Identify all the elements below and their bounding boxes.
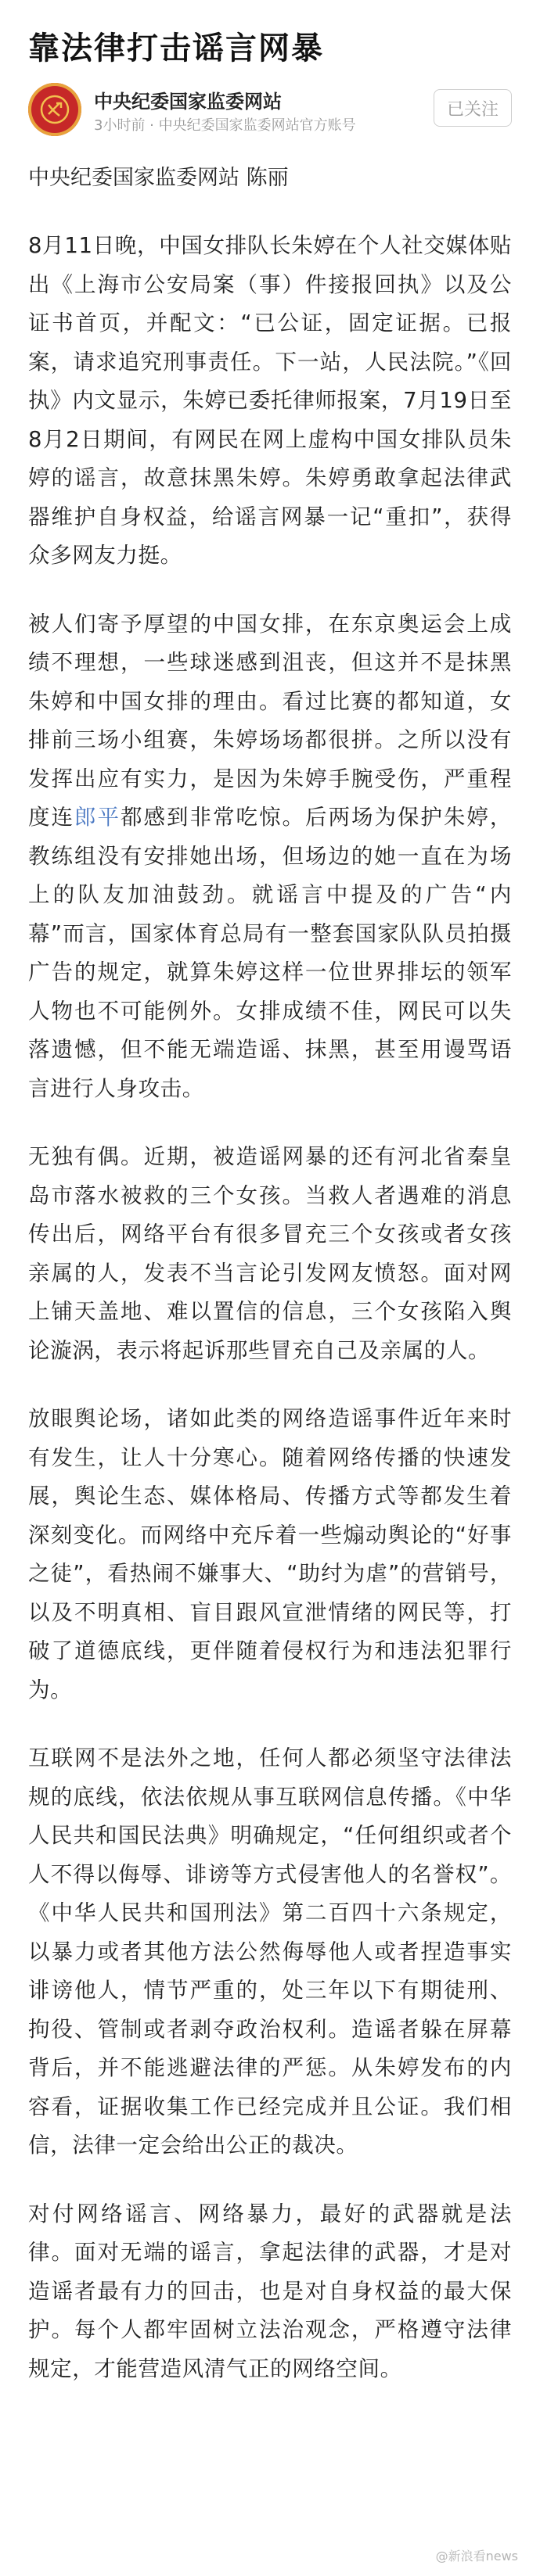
article-body: [28, 160, 512, 2418]
paragraph-2: [28, 605, 512, 1109]
paragraph-4: 放眼舆论场，诸如此类的网络造谣事件近年来时有发生，让人十分寒心。随着网络传播的快速发展，舆论生态、媒体格局、传播方式等都发生着深刻变化。而网络中充斥着一些煽动舆论的“好事之徒”，看热闹不嫌事大、“助纣为虐”的营销号，以及不明真相、盲目跟风宣泄情绪的网民等，打破了道德底线，更伴随着侵权行为和违法犯罪行为。: [28, 1406, 512, 1702]
follow-button[interactable]: 已关注: [434, 89, 512, 127]
paragraph-6: 对付网络谣言、网络暴力，最好的武器就是法律。面对无端的谣言，拿起法律的武器，才是对造谣者最有力的回击，也是对自身权益的最大保护。每个人都牢固树立法治观念，严格遵守法律规定，才能营造风清气正的网络空间。: [28, 2201, 512, 2381]
author-bar: [28, 81, 512, 144]
watermark: @新浪看news: [435, 2549, 518, 2563]
byline: 中央纪委国家监委网站 陈丽: [28, 166, 289, 190]
article-title: 靠法律打击谣言网暴: [28, 30, 324, 66]
party-emblem-icon: [39, 94, 70, 125]
paragraph-2-text-after: 都感到非常吃惊。后两场为保护朱婷，教练组没有安排她出场，但场边的她一直在为场上的队友加油鼓劲。就谣言中提及的广告“内幕”而言，国家体育总局有一整套国家队队员拍摄广告的规定，就算朱婷这样一位世界排坛的领军人物也不可能例外。女排成绩不佳，网民可以失落遗憾，但不能无端造谣、抹黑，甚至用谩骂语言进行人身攻击。: [28, 805, 513, 1101]
author-name[interactable]: 中央纪委国家监委网站: [94, 91, 282, 113]
paragraph-2-text-before: 被人们寄予厚望的中国女排，在东京奥运会上成绩不理想，一些球迷感到沮丧，但这并不是抹黑朱婷和中国女排的理由。看过比赛的都知道，女排前三场小组赛，朱婷场场都很拼。之所以没有发挥出应有实力，是因为朱婷手腕受伤，严重程度连: [28, 611, 512, 830]
paragraph-1: 8月11日晚，中国女排队长朱婷在个人社交媒体贴出《上海市公安局案（事）件接报回执》以及公证书首页，并配文：“已公证，固定证据。已报案，请求追究刑事责任。下一站，人民法院。”《回执》内文显示，朱婷已委托律师报案，7月19日至8月2日期间，有网民在网上虚构中国女排队员朱婷的谣言，故意抹黑朱婷。朱婷勇敢拿起法律武器维护自身权益，给谣言网暴一记“重扣”，获得众多网友力挺。: [28, 233, 512, 568]
author-meta: 3小时前 · 中央纪委国家监委网站官方账号: [94, 117, 356, 134]
langping-link[interactable]: 郎平: [74, 805, 121, 830]
paragraph-5: 互联网不是法外之地，任何人都必须坚守法律法规的底线，依法依规从事互联网信息传播。《中华人民共和国民法典》明确规定，“任何组织或者个人不得以侮辱、诽谤等方式侵害他人的名誉权”。《中华人民共和国刑法》第二百四十六条规定，以暴力或者其他方法公然侮辱他人或者捏造事实诽谤他人，情节严重的，处三年以下有期徒刑、拘役、管制或者剥夺政治权利。造谣者躲在屏幕背后，并不能逃避法律的严惩。从朱婷发布的内容看，证据收集工作已经完成并且公证。我们相信，法律一定会给出公正的裁决。: [28, 1745, 512, 2158]
paragraph-3: 无独有偶。近期，被造谣网暴的还有河北省秦皇岛市落水被救的三个女孩。当救人者遇难的消息传出后，网络平台有很多冒充三个女孩或者女孩亲属的人，发表不当言论引发网友愤怒。面对网上铺天盖地、难以置信的信息，三个女孩陷入舆论漩涡，表示将起诉那些冒充自己及亲属的人。: [28, 1144, 512, 1363]
author-avatar[interactable]: [28, 83, 81, 136]
